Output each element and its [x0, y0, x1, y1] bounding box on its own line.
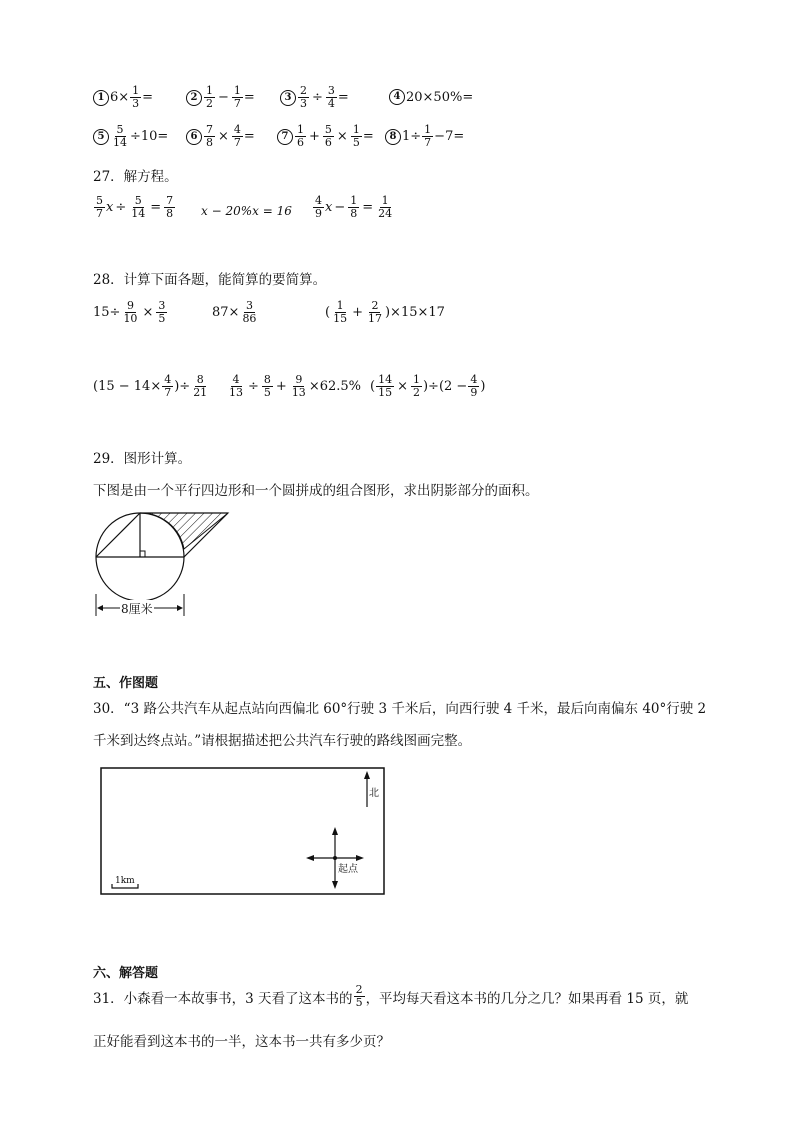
q30-line-1: 30．“3 路公共汽车从起点站向西偏北 60°行驶 3 千米后，向西行驶 4 千米，最后向南偏东 40°行驶 2: [93, 701, 707, 717]
fraction: $\frac{5}{14}$: [131, 194, 146, 220]
compass-arrow-west: [306, 855, 314, 861]
fraction: $\frac{1}{6}$: [297, 123, 304, 149]
circled-number: 1: [93, 90, 109, 106]
operator: +: [352, 305, 363, 320]
expr-text: )÷(2 −: [422, 379, 468, 394]
route-map: [100, 767, 386, 897]
q26-item-3: [280, 85, 349, 110]
fraction: $\frac{4}{7}$: [164, 373, 172, 399]
variable: x: [106, 200, 114, 215]
q28-expr-4: [93, 374, 210, 399]
compass-arrow-north: [332, 827, 338, 835]
q26-item-4: [389, 89, 473, 105]
fraction: $\frac{5}{7}$: [96, 194, 103, 220]
scale-label: 1km: [115, 876, 135, 886]
q28-expr-6: [370, 374, 485, 399]
expr-text: (15 − 14×: [93, 379, 162, 394]
north-arrow-head: [364, 771, 370, 779]
expr-text: =: [243, 129, 255, 144]
dim-arrow-left: [97, 605, 103, 611]
fraction: $\frac{7}{8}$: [206, 123, 213, 149]
fraction: $\frac{4}{9}$: [315, 194, 322, 220]
fraction: $\frac{5}{6}$: [324, 123, 332, 149]
fraction: $\frac{1}{15}$: [333, 299, 348, 325]
circled-number: 2: [186, 90, 202, 106]
circled-number: 6: [186, 129, 202, 145]
parallelogram-left-edge: [96, 513, 140, 557]
fraction: $\frac{2}{17}$: [367, 299, 382, 325]
fraction: $\frac{1}{2}$: [412, 373, 420, 399]
expr-text: ÷10=: [130, 129, 169, 144]
operator: −: [334, 200, 346, 215]
expr-text: =: [243, 90, 255, 105]
fraction: $\frac{8}{21}$: [193, 373, 208, 399]
fraction: $\frac{9}{13}$: [291, 373, 306, 399]
compass-arrow-south: [332, 881, 338, 889]
operator: +: [309, 129, 320, 144]
dim-arrow-right: [177, 605, 183, 611]
equals-sign: =: [150, 200, 162, 215]
start-point: [333, 856, 337, 860]
q26-item-5: [93, 124, 168, 149]
q26-item-7: [277, 124, 374, 149]
expr-text: )×15×17: [384, 305, 445, 320]
paren: (: [325, 305, 331, 320]
q26-item-1: [93, 85, 153, 110]
dimension-label: 8厘米: [121, 602, 153, 616]
operator: ×: [142, 305, 154, 320]
q28-expr-5: [226, 374, 361, 399]
expr-text: )÷: [174, 379, 191, 394]
operator: ×: [336, 129, 348, 144]
q27-equation-1: [93, 195, 176, 220]
operator: +: [275, 379, 287, 394]
circled-number: 3: [280, 90, 296, 106]
q27-equation-3: [312, 195, 395, 220]
expr-text: =: [362, 129, 374, 144]
fraction: $\frac{2}{3}$: [300, 84, 307, 110]
expr-text: =: [142, 90, 154, 105]
expr-text: 6×: [110, 90, 130, 105]
q29-description: 下图是由一个平行四边形和一个圆拼成的组合图形，求出阴影部分的面积。: [93, 483, 539, 499]
q28-title: 28．计算下面各题，能简算的要简算。: [93, 272, 327, 288]
fraction: $\frac{3}{86}$: [242, 299, 257, 325]
fraction: $\frac{4}{9}$: [470, 373, 478, 399]
q31-text: 31．小森看一本故事书，3 天看了这本书的: [93, 990, 353, 1007]
operator: ×: [397, 379, 408, 394]
fraction: $\frac{1}{7}$: [424, 123, 432, 149]
paren: (: [370, 379, 376, 394]
variable: x: [325, 200, 333, 215]
q26-item-8: [385, 124, 464, 149]
expr-text: 15÷: [93, 305, 121, 320]
fraction: $\frac{1}{7}$: [233, 84, 241, 110]
circled-number: 4: [389, 89, 405, 105]
q27-equation-2: x − 20%x = 16: [201, 204, 292, 218]
expr-text: 87×: [212, 305, 240, 320]
section-5-title: 五、作图题: [93, 676, 159, 691]
expr-text: 1÷: [402, 129, 422, 144]
fraction: $\frac{1}{3}$: [132, 84, 140, 110]
circle-parallelogram-figure: [90, 508, 235, 620]
q26-item-2: [186, 85, 255, 110]
operator: ×: [218, 129, 229, 144]
fraction: $\frac{8}{5}$: [263, 373, 271, 399]
expr-text: 20×50%=: [406, 89, 474, 105]
q28-expr-3: [325, 300, 445, 325]
q31-line-1: [93, 984, 688, 1009]
fraction: $\frac{4}{13}$: [229, 373, 243, 399]
fraction: $\frac{3}{4}$: [327, 84, 335, 110]
q29-title: 29．图形计算。: [93, 451, 192, 467]
circled-number: 5: [93, 129, 109, 145]
operator: ÷: [248, 379, 259, 394]
expr-text: =: [337, 90, 349, 105]
q28-expr-2: [212, 300, 259, 325]
fraction: $\frac{7}{8}$: [166, 194, 174, 220]
expr-text: ×62.5%: [308, 379, 362, 394]
expr-text: ): [480, 379, 486, 394]
fraction: $\frac{9}{10}$: [123, 299, 138, 325]
north-label: 北: [369, 788, 379, 799]
q30-line-2: 千米到达终点站。”请根据描述把公共汽车行驶的路线图画完整。: [93, 733, 472, 749]
expr-text: −7=: [434, 129, 465, 144]
q31-line-2: 正好能看到这本书的一半，这本书一共有多少页？: [93, 1034, 390, 1050]
operator: −: [218, 90, 229, 105]
fraction: $\frac{1}{5}$: [352, 123, 360, 149]
circled-number: 8: [385, 129, 401, 145]
section-6-title: 六、解答题: [93, 966, 159, 981]
right-angle-mark: [140, 551, 145, 557]
q27-title: 27．解方程。: [93, 169, 178, 185]
map-border: [101, 768, 384, 894]
fraction: $\frac{5}{14}$: [113, 123, 127, 149]
q31-text: ，平均每天看这本书的几分之几？如果再看 15 页，就: [365, 990, 689, 1007]
fraction: $\frac{1}{8}$: [350, 194, 358, 220]
equals-sign: =: [362, 200, 374, 215]
fraction: $\frac{1}{24}$: [378, 194, 393, 220]
operator: ÷: [115, 200, 127, 215]
fraction: $\frac{3}{5}$: [158, 299, 166, 325]
fraction: $\frac{2}{5}$: [355, 983, 363, 1009]
fraction: $\frac{14}{15}$: [378, 373, 393, 399]
shaded-region: [140, 513, 228, 549]
q26-item-6: [186, 124, 255, 149]
q28-expr-1: [93, 300, 168, 325]
fraction: $\frac{1}{2}$: [206, 84, 213, 110]
start-label: 起点: [338, 864, 358, 875]
circled-number: 7: [277, 129, 293, 145]
operator: ÷: [312, 90, 323, 105]
fraction: $\frac{4}{7}$: [233, 123, 241, 149]
